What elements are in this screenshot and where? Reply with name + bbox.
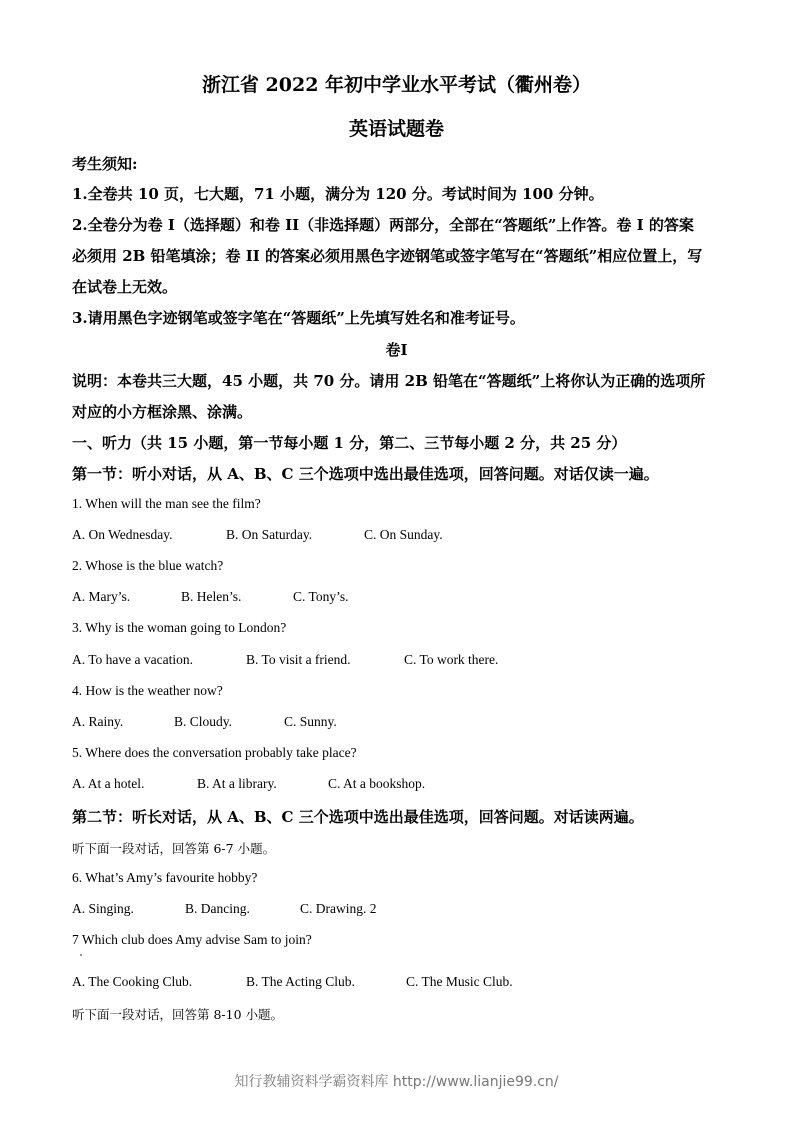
question-text: 2. Whose is the blue watch? (72, 558, 224, 573)
question-text: 7 Which club does Amy advise Sam to join? (72, 932, 312, 947)
volume-label: 卷I (385, 341, 408, 359)
option-c: C. At a bookshop. (328, 776, 426, 791)
notice-heading: 考生须知: (72, 155, 138, 173)
question-text: 1. When will the man see the film? (72, 496, 261, 511)
part1-title: 第一节：听小对话，从 A、B、C 三个选项中选出最佳选项，回答问题。对话仅读一遍。 (72, 465, 659, 483)
option-c: C. To work there. (404, 652, 499, 667)
option-c: C. Sunny. (284, 714, 337, 729)
exam-subtitle: 英语试题卷 (348, 118, 444, 140)
instruction-line: 说明：本卷共三大题，45 小题，共 70 分。请用 2B 铅笔在“答题纸”上将你认为正确的选项所 (72, 372, 706, 390)
option-a: A. Singing. (72, 901, 134, 916)
option-a: A. To have a vacation. (72, 652, 194, 667)
question-text: 4. How is the weather now? (72, 683, 223, 698)
option-a: A. At a hotel. (72, 776, 145, 791)
option-b: B. Helen’s. (181, 589, 242, 604)
option-c: C. On Sunday. (364, 527, 443, 542)
instruction-line: 对应的小方框涂黑、涂满。 (72, 403, 253, 421)
notice-line: 1.全卷共 10 页，七大题，71 小题，满分为 120 分。考试时间为 100 分钟。 (72, 185, 604, 203)
option-b: B. To visit a friend. (246, 652, 351, 667)
option-c: C. The Music Club. (406, 974, 513, 989)
option-c: C. Tony’s. (293, 589, 349, 604)
option-a: A. The Cooking Club. (72, 974, 193, 989)
option-c: C. Drawing. 2 (300, 901, 377, 916)
footer-watermark: 知行教辅资料学霸资料库 http://www.lianjie99.cn/ (234, 1074, 559, 1090)
question-text: 5. Where does the conversation probably take place? (72, 745, 357, 760)
option-b: B. The Acting Club. (246, 974, 355, 989)
section-title: 一、听力（共 15 小题，第一节每小题 1 分，第二、三节每小题 2 分，共 25 分） (72, 434, 627, 452)
notice-line: 必须用 2B 铅笔填涂；卷 II 的答案必须用黑色字迹钢笔或签字笔写在“答题纸”相应位置上，写 (72, 247, 703, 265)
notice-line: 2.全卷分为卷 I（选择题）和卷 II（非选择题）两部分，全部在“答题纸”上作答。卷 I 的答案 (72, 216, 694, 234)
option-a: A. On Wednesday. (72, 527, 173, 542)
option-a: A. Mary’s. (72, 589, 131, 604)
question-text: 3. Why is the woman going to London? (72, 620, 287, 635)
option-a: A. Rainy. (72, 714, 124, 729)
stray-mark (80, 954, 82, 956)
part2-intro: 听下面一段对话，回答第 8-10 小题。 (72, 1007, 284, 1022)
notice-line: 3.请用黑色字迹钢笔或签字笔在“答题纸”上先填写姓名和准考证号。 (72, 309, 525, 327)
option-b: B. Dancing. (185, 901, 250, 916)
option-b: B. On Saturday. (226, 527, 313, 542)
option-b: B. Cloudy. (174, 714, 233, 729)
question-text: 6. What’s Amy’s favourite hobby? (72, 870, 258, 885)
exam-title: 浙江省 2022 年初中学业水平考试（衢州卷） (201, 74, 592, 96)
part2-intro: 听下面一段对话，回答第 6-7 小题。 (72, 841, 276, 856)
notice-line: 在试卷上无效。 (72, 278, 178, 296)
option-b: B. At a library. (197, 776, 277, 791)
part2-title: 第二节：听长对话，从 A、B、C 三个选项中选出最佳选项，回答问题。对话读两遍。 (72, 808, 644, 826)
